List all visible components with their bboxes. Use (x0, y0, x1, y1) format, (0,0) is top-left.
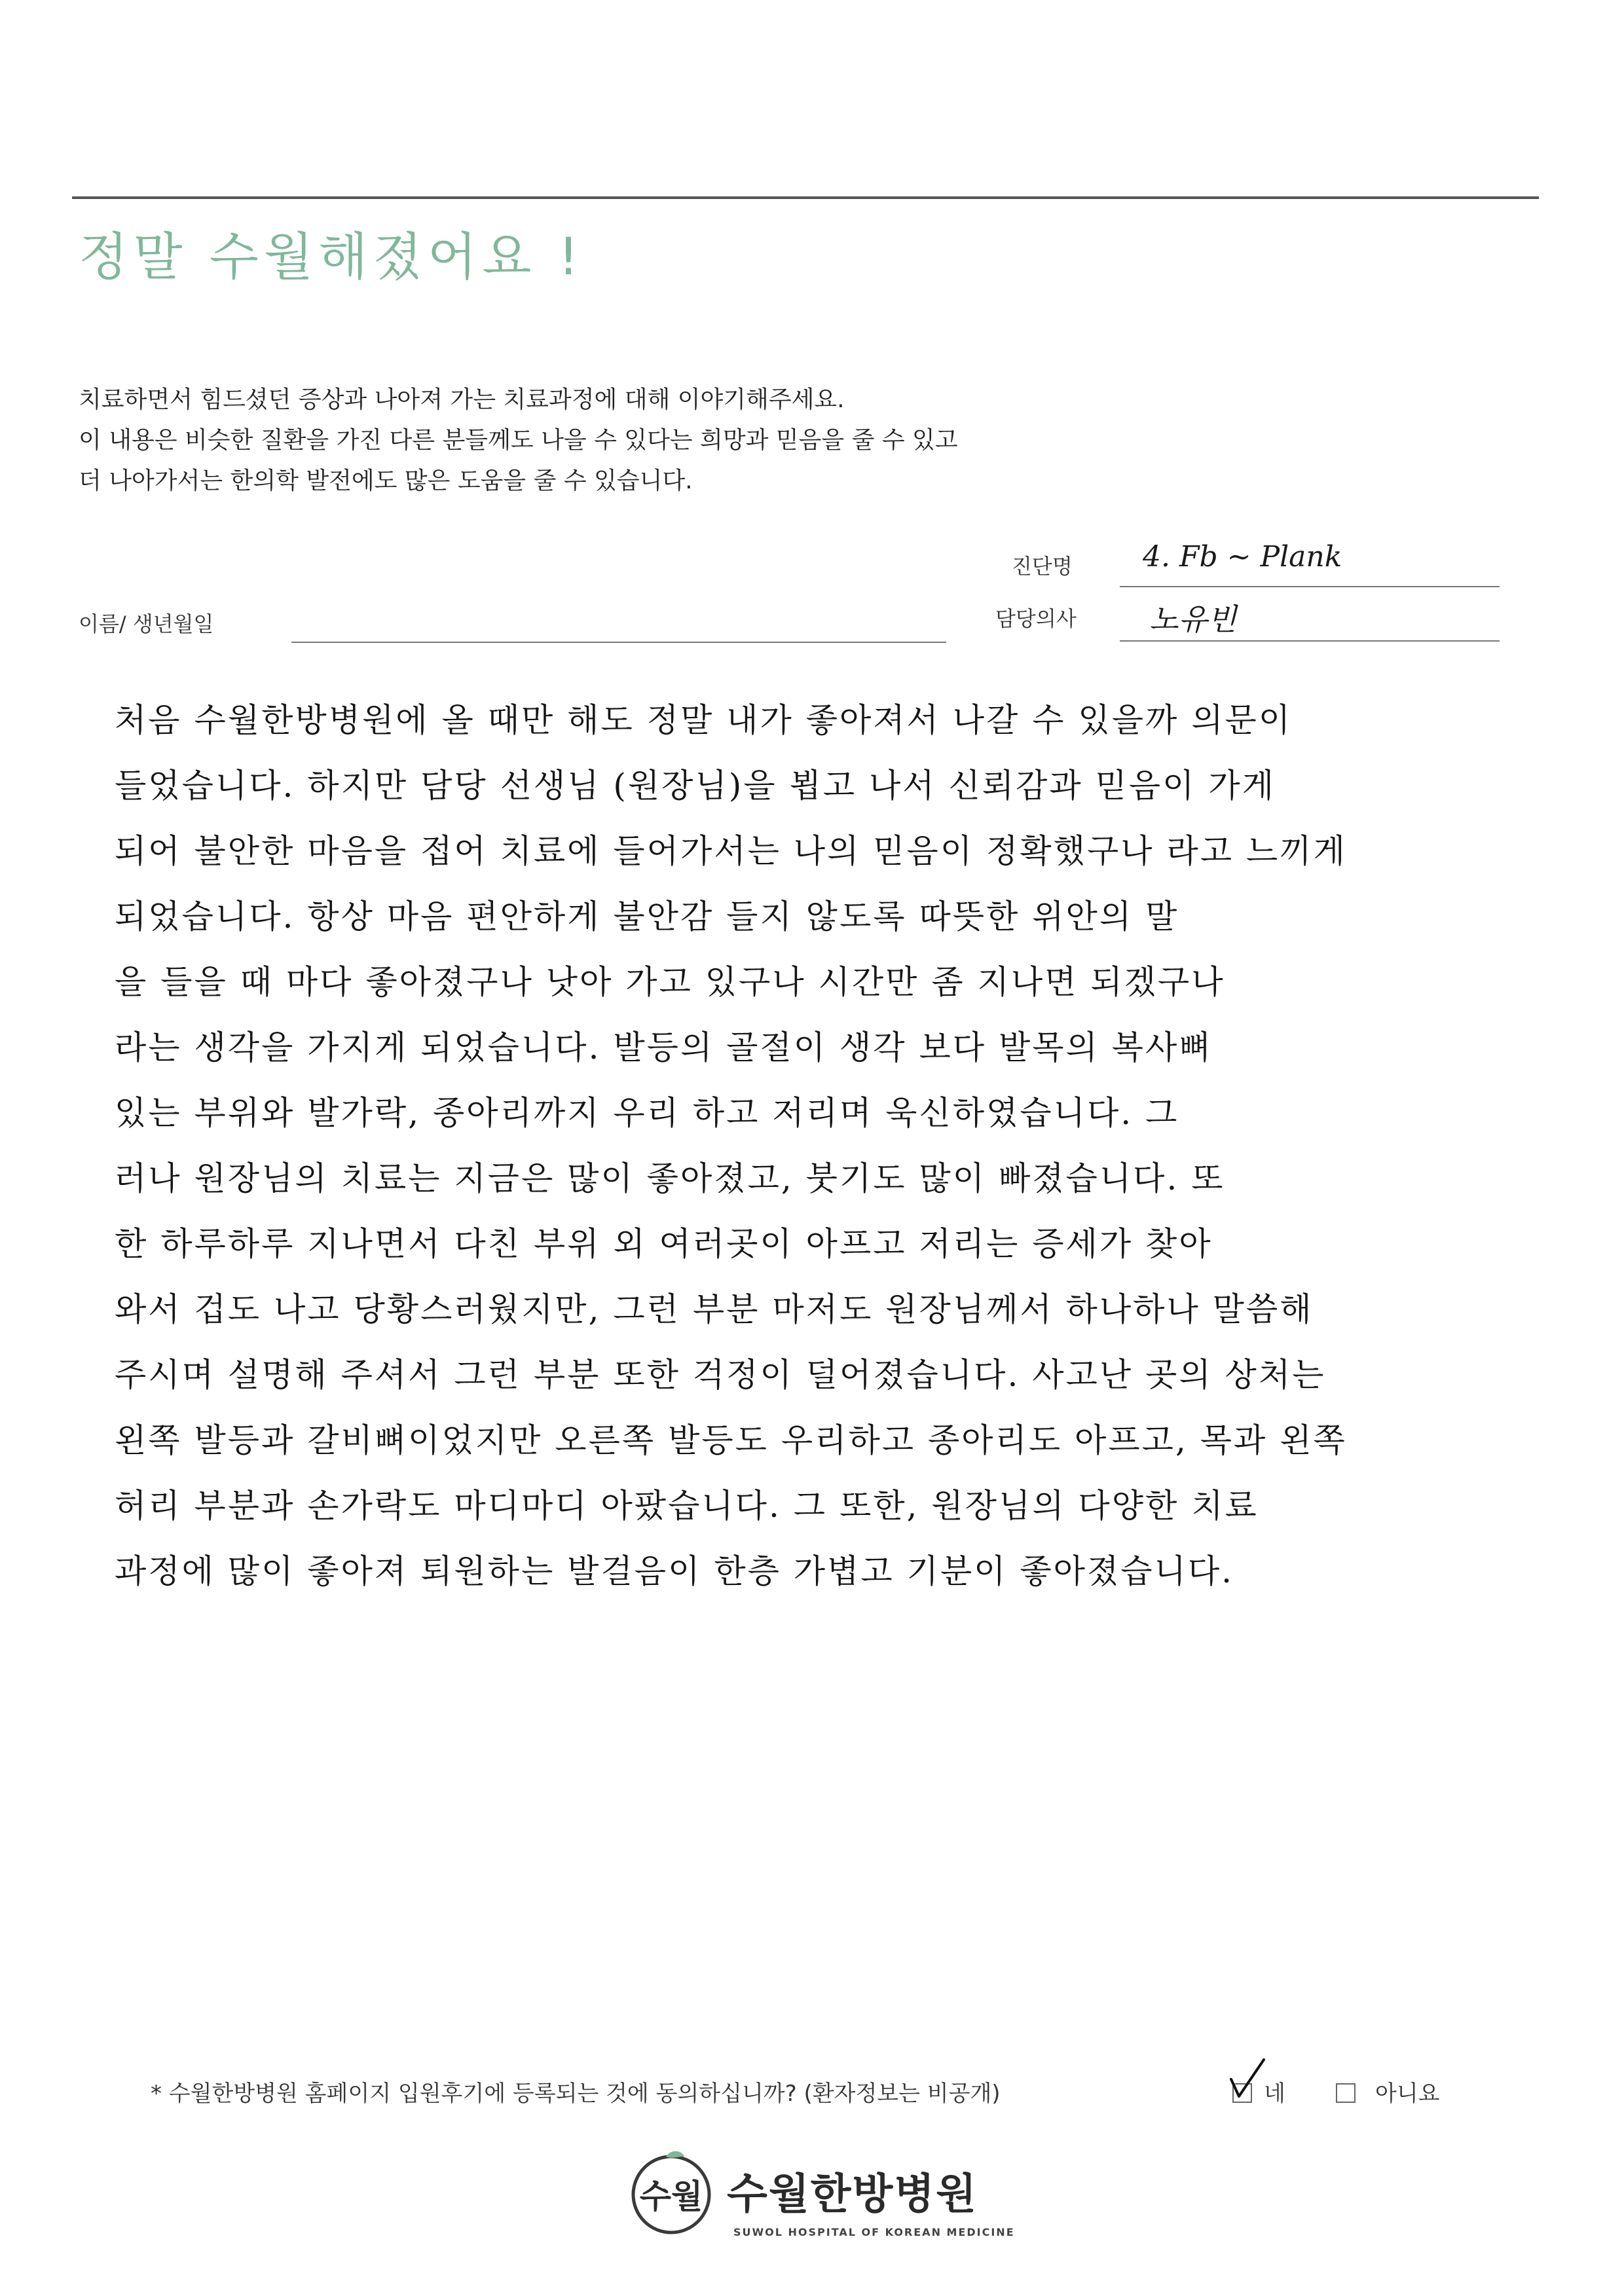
hospital-logo-icon (625, 2147, 717, 2239)
hospital-subtitle: SUWOL HOSPITAL OF KOREAN MEDICINE (733, 2226, 1015, 2238)
review-line: 러나 원장님의 치료는 지금은 많이 좋아졌고, 붓기도 많이 빠졌습니다. 또 (115, 1159, 1225, 1197)
intro-line: 이 내용은 비슷한 질환을 가진 다른 분들께도 나을 수 있다는 희망과 믿음을 줄 수 있고 (79, 427, 958, 454)
consent-no-checkbox[interactable] (1336, 2083, 1356, 2103)
review-line: 한 하루하루 지나면서 다친 부위 외 여러곳이 아프고 저리는 증세가 찾아 (115, 1225, 1213, 1263)
review-line: 을 들을 때 마다 좋아졌구나 낫아 가고 있구나 시간만 좀 지나면 되겠구나 (115, 963, 1225, 1001)
intro-line: 치료하면서 힘드셨던 증상과 나아져 가는 치료과정에 대해 이야기해주세요. (79, 386, 845, 413)
hospital-name: 수월한방병원 (727, 2170, 978, 2219)
review-line: 있는 부위와 발가락, 종아리까지 우리 하고 저리며 욱신하였습니다. 그 (115, 1094, 1179, 1132)
name-field-line[interactable] (291, 642, 946, 643)
intro-text (79, 380, 958, 501)
doctor-value: 노유빈 (1149, 602, 1237, 637)
consent-question: * 수월한방병원 홈페이지 입원후기에 등록되는 것에 동의하십니까? (환자정보는 비공개) (151, 2081, 1001, 2107)
consent-no-label: 아니요 (1375, 2081, 1440, 2107)
diagnosis-field-line (1120, 586, 1500, 587)
review-line: 되었습니다. 항상 마음 편안하게 불안감 들지 않도록 따뜻한 위안의 말 (115, 898, 1179, 936)
review-line: 주시며 설명해 주셔서 그런 부분 또한 걱정이 덜어졌습니다. 사고난 곳의 상처는 (115, 1356, 1326, 1394)
doctor-label: 담당의사 (995, 606, 1077, 631)
review-line: 왼쪽 발등과 갈비뼈이었지만 오른쪽 발등도 우리하고 종아리도 아프고, 목과 왼쪽 (115, 1421, 1347, 1459)
top-divider (72, 196, 1539, 199)
page-title: 정말 수월해졌어요 ! (79, 228, 584, 287)
review-line: 처음 수월한방병원에 올 때만 해도 정말 내가 좋아져서 나갈 수 있을까 의문이 (115, 701, 1293, 739)
consent-yes-label: 네 (1264, 2081, 1285, 2107)
review-line: 라는 생각을 가지게 되었습니다. 발등의 골절이 생각 보다 발목의 복사뼈 (115, 1029, 1213, 1066)
review-line: 들었습니다. 하지만 담당 선생님 (원장님)을 뵙고 나서 신뢰감과 믿음이 가게 (115, 767, 1276, 805)
name-label: 이름/ 생년월일 (79, 611, 214, 636)
logo-mark-text: 수월 (639, 2178, 703, 2215)
review-body (115, 687, 1522, 1604)
doctor-field-line (1120, 640, 1500, 642)
review-line: 허리 부분과 손가락도 마디마디 아팠습니다. 그 또한, 원장님의 다양한 치료 (115, 1487, 1259, 1525)
review-line: 과정에 많이 좋아져 퇴원하는 발걸음이 한층 가볍고 기분이 좋아졌습니다. (115, 1552, 1234, 1590)
diagnosis-label: 진단명 (1012, 554, 1073, 579)
review-line: 되어 불안한 마음을 접어 치료에 들어가서는 나의 믿음이 정확했구나 라고 느끼게 (115, 832, 1347, 870)
intro-line: 더 나아가서는 한의학 발전에도 많은 도움을 줄 수 있습니다. (79, 467, 693, 494)
diagnosis-value: 4. Fb ~ Plank (1143, 540, 1342, 574)
review-line: 와서 겁도 나고 당황스러웠지만, 그런 부분 마저도 원장님께서 하나하나 말씀해 (115, 1290, 1314, 1328)
